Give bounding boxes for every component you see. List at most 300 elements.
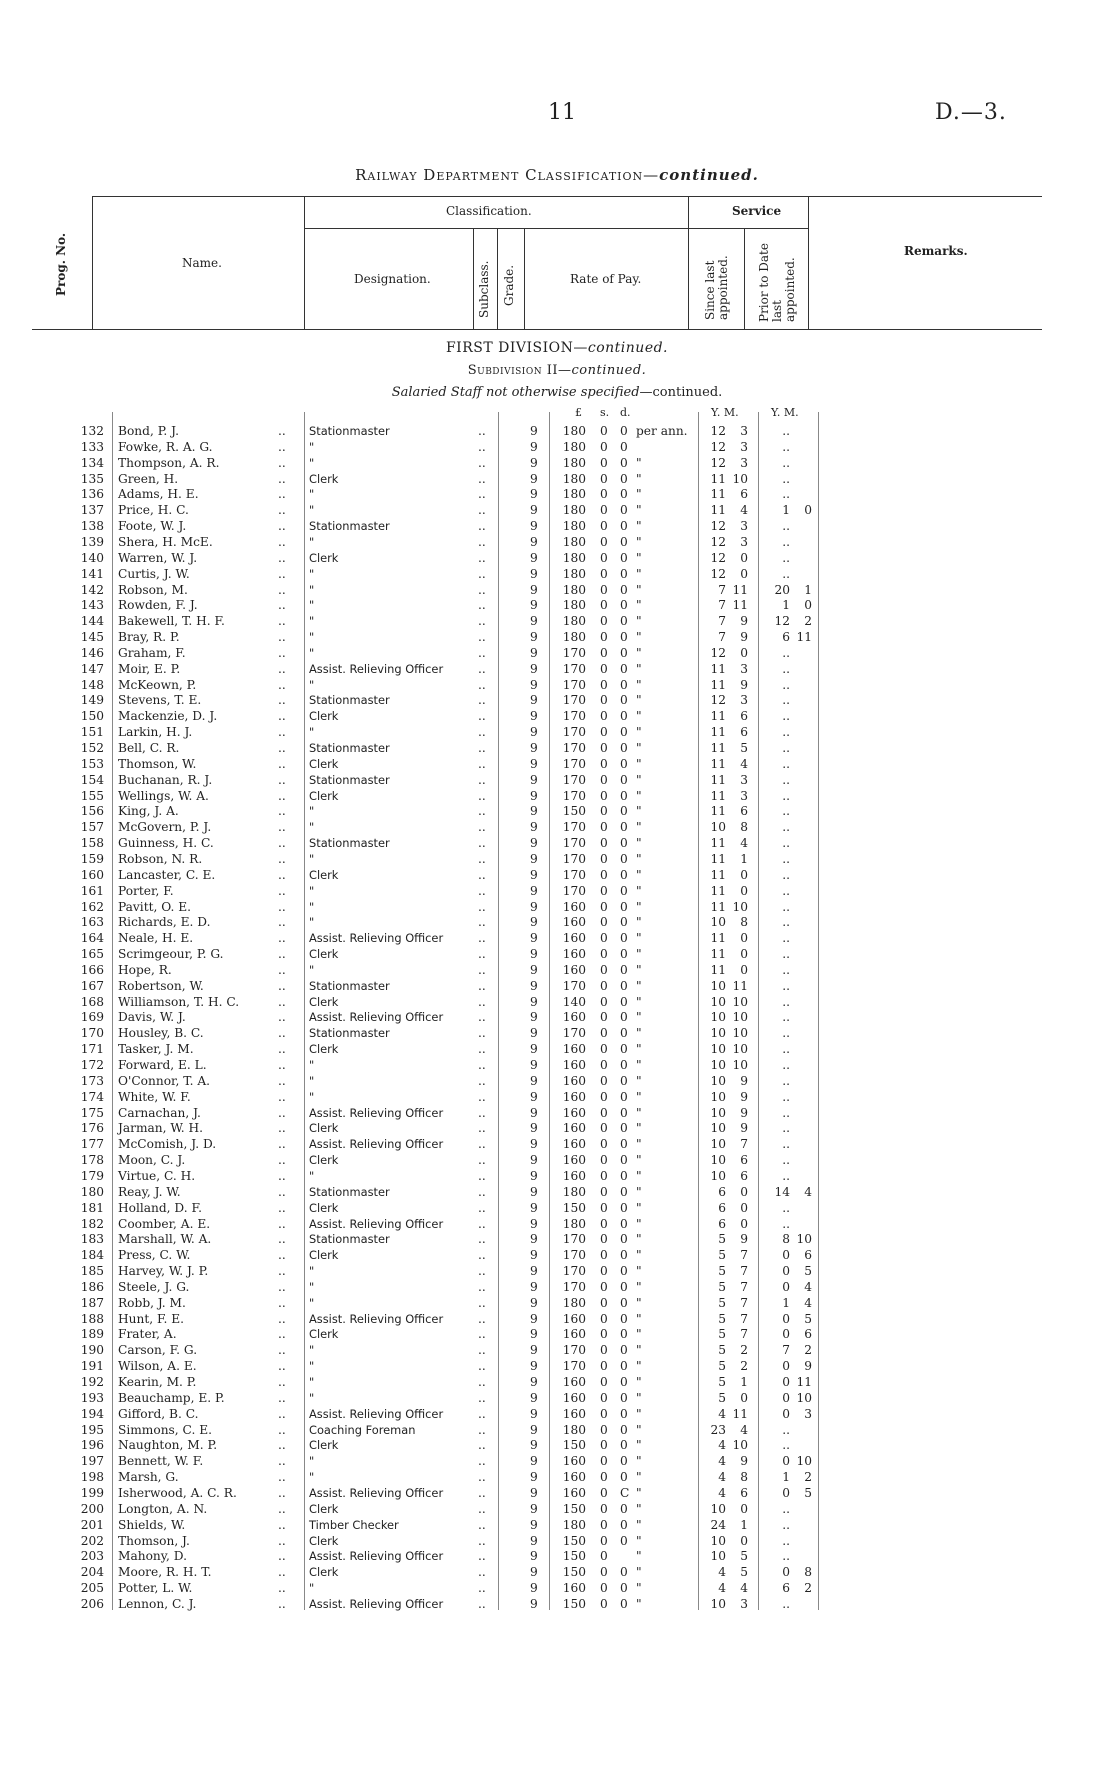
since-months-cell: 10 xyxy=(732,899,748,914)
pay-period-cell: " xyxy=(636,455,642,470)
designation-cell: Assist. Relieving Officer xyxy=(309,1406,444,1421)
prior-months-cell: 11 xyxy=(796,1375,812,1389)
pay-pence-cell: 0 xyxy=(620,836,628,851)
designation-cell: Stationmaster xyxy=(309,772,390,787)
leader-dots: .. xyxy=(278,1375,286,1389)
grade-cell: 9 xyxy=(530,1168,538,1183)
pay-pounds-cell: 160 xyxy=(562,1485,586,1500)
pay-pounds-cell: 170 xyxy=(562,709,586,724)
name-cell: Housley, B. C. xyxy=(118,1026,204,1041)
prog-no-cell: 142 xyxy=(80,582,104,597)
leader-dots: .. xyxy=(478,1581,486,1596)
leader-dots: .. xyxy=(278,534,286,549)
leader-dots: .. xyxy=(478,1121,486,1136)
leader-dots: .. xyxy=(278,1073,286,1088)
prog-no-cell: 201 xyxy=(80,1517,104,1532)
prog-no-cell: 176 xyxy=(80,1121,104,1136)
pay-pence-cell: 0 xyxy=(620,1168,628,1183)
prog-no-cell: 196 xyxy=(80,1438,104,1453)
prior-months-cell: 9 xyxy=(804,1359,812,1374)
designation-cell: Assist. Relieving Officer xyxy=(309,1216,444,1231)
pay-pounds-cell: 150 xyxy=(562,1438,586,1453)
table-row xyxy=(0,613,1114,629)
pay-shillings-cell: 0 xyxy=(600,1454,608,1469)
prog-no-cell: 202 xyxy=(80,1533,104,1548)
grade-cell: 9 xyxy=(530,1264,538,1279)
table-row xyxy=(0,867,1114,883)
pay-pounds-cell: 150 xyxy=(562,1596,586,1611)
pay-pounds-cell: 180 xyxy=(562,1517,586,1532)
prior-years-cell: .. xyxy=(782,1026,790,1041)
prior-years-cell: .. xyxy=(782,867,790,882)
pay-shillings-cell: 0 xyxy=(600,1390,608,1405)
since-months-cell: 4 xyxy=(740,1581,748,1596)
pay-pence-cell: 0 xyxy=(620,1311,628,1326)
since-years-cell: 4 xyxy=(718,1454,726,1469)
table-row xyxy=(0,1216,1114,1232)
leader-dots: .. xyxy=(278,677,286,692)
name-cell: Thomson, W. xyxy=(118,756,197,771)
pay-shillings-cell: 0 xyxy=(600,1058,608,1072)
since-years-cell: 12 xyxy=(710,455,726,470)
designation-cell: " xyxy=(309,534,315,549)
prog-no-cell: 150 xyxy=(80,709,104,724)
name-cell: Kearin, M. P. xyxy=(118,1375,197,1389)
pay-period-cell: " xyxy=(636,661,642,676)
since-months-cell: 8 xyxy=(740,915,748,930)
pay-pence-cell: 0 xyxy=(620,614,628,629)
prog-no-cell: 167 xyxy=(80,978,104,993)
leader-dots: .. xyxy=(478,598,486,613)
prior-years-cell: .. xyxy=(782,424,790,438)
remarks-header: Remarks. xyxy=(904,244,968,258)
pay-shillings-cell: 0 xyxy=(600,1264,608,1279)
since-years-cell: 11 xyxy=(710,836,726,851)
pay-pounds-cell: 180 xyxy=(562,439,586,454)
since-months-cell: 6 xyxy=(740,1485,748,1500)
prog-no-cell: 184 xyxy=(80,1248,104,1263)
designation-cell: " xyxy=(309,820,315,835)
designation-cell: Clerk xyxy=(309,867,339,882)
pay-period-cell: " xyxy=(636,1089,642,1104)
pay-pounds-cell: 150 xyxy=(562,1565,586,1580)
name-cell: Longton, A. N. xyxy=(118,1501,208,1516)
since-years-cell: 11 xyxy=(710,709,726,724)
table-row xyxy=(0,423,1114,439)
grade-cell: 9 xyxy=(530,1232,538,1247)
pay-shillings-cell: 0 xyxy=(600,1042,608,1057)
leader-dots: .. xyxy=(278,867,286,882)
since-years-cell: 12 xyxy=(710,424,726,438)
leader-dots: .. xyxy=(278,614,286,629)
unit-ym-prior: Y. M. xyxy=(771,406,799,419)
designation-cell: Clerk xyxy=(309,1327,339,1342)
leader-dots: .. xyxy=(278,1517,286,1532)
grade-cell: 9 xyxy=(530,1375,538,1389)
since-years-cell: 10 xyxy=(710,1073,726,1088)
since-years-cell: 11 xyxy=(710,867,726,882)
pay-shillings-cell: 0 xyxy=(600,788,608,803)
prog-no-cell: 175 xyxy=(80,1105,104,1120)
pay-period-cell: " xyxy=(636,1581,642,1596)
since-months-cell: 9 xyxy=(740,1073,748,1088)
prior-years-cell: .. xyxy=(782,439,790,454)
prog-no-cell: 148 xyxy=(80,677,104,692)
since-years-cell: 7 xyxy=(718,582,726,597)
name-cell: Simmons, C. E. xyxy=(118,1422,212,1437)
grade-cell: 9 xyxy=(530,1089,538,1104)
pay-pence-cell: 0 xyxy=(620,1470,628,1485)
pay-pence-cell: 0 xyxy=(620,1327,628,1342)
pay-pence-cell: 0 xyxy=(620,1073,628,1088)
designation-cell: " xyxy=(309,630,315,645)
designation-cell: " xyxy=(309,503,315,518)
pay-shillings-cell: 0 xyxy=(600,867,608,882)
since-years-cell: 4 xyxy=(718,1438,726,1453)
prior-years-cell: 1 xyxy=(782,1470,790,1485)
pay-pence-cell: 0 xyxy=(620,455,628,470)
leader-dots: .. xyxy=(278,1248,286,1263)
prior-years-cell: .. xyxy=(782,836,790,851)
prior-years-cell: 0 xyxy=(782,1406,790,1421)
pay-pounds-cell: 170 xyxy=(562,772,586,787)
designation-cell: " xyxy=(309,962,315,977)
table-row xyxy=(0,1025,1114,1041)
designation-cell: " xyxy=(309,1390,315,1405)
grade-cell: 9 xyxy=(530,1248,538,1263)
leader-dots: .. xyxy=(478,566,486,581)
prog-no-cell: 156 xyxy=(80,804,104,819)
pay-shillings-cell: 0 xyxy=(600,1406,608,1421)
pay-pounds-cell: 180 xyxy=(562,566,586,581)
grade-cell: 9 xyxy=(530,1454,538,1469)
prog-no-cell: 168 xyxy=(80,994,104,1009)
pay-pence-cell: 0 xyxy=(620,503,628,518)
prog-no-cell: 177 xyxy=(80,1137,104,1152)
since-months-cell: 11 xyxy=(732,598,748,613)
name-cell: Marshall, W. A. xyxy=(118,1232,212,1247)
table-row xyxy=(0,1548,1114,1564)
pay-pence-cell: 0 xyxy=(620,1137,628,1152)
grade-cell: 9 xyxy=(530,1343,538,1358)
name-cell: Press, C. W. xyxy=(118,1248,191,1263)
prior-months-cell: 10 xyxy=(796,1454,812,1469)
pay-pence-cell: 0 xyxy=(620,820,628,835)
pay-shillings-cell: 0 xyxy=(600,1248,608,1263)
designation-cell: Assist. Relieving Officer xyxy=(309,1549,444,1564)
leader-dots: .. xyxy=(478,1295,486,1310)
pay-shillings-cell: 0 xyxy=(600,978,608,993)
designation-cell: " xyxy=(309,1581,315,1596)
table-row xyxy=(0,518,1114,534)
since-months-cell: 9 xyxy=(740,614,748,629)
since-years-cell: 7 xyxy=(718,630,726,645)
pay-shillings-cell: 0 xyxy=(600,1232,608,1247)
leader-dots: .. xyxy=(478,1105,486,1120)
pay-shillings-cell: 0 xyxy=(600,1311,608,1326)
since-months-cell: 3 xyxy=(740,455,748,470)
pay-period-cell: " xyxy=(636,1327,642,1342)
since-months-cell: 3 xyxy=(740,772,748,787)
table-row xyxy=(0,724,1114,740)
prior-years-cell: .. xyxy=(782,1422,790,1437)
name-cell: Bakewell, T. H. F. xyxy=(118,614,225,629)
prog-no-cell: 161 xyxy=(80,883,104,898)
pay-period-cell: " xyxy=(636,899,642,914)
pay-period-cell: " xyxy=(636,1216,642,1231)
since-months-cell: 5 xyxy=(740,1549,748,1564)
leader-dots: .. xyxy=(478,693,486,708)
pay-shillings-cell: 0 xyxy=(600,1581,608,1596)
since-years-cell: 4 xyxy=(718,1485,726,1500)
since-years-cell: 11 xyxy=(710,503,726,518)
leader-dots: .. xyxy=(478,1311,486,1326)
pay-period-cell: " xyxy=(636,1168,642,1183)
designation-cell: Stationmaster xyxy=(309,1184,390,1199)
name-cell: Buchanan, R. J. xyxy=(118,772,213,787)
leader-dots: .. xyxy=(278,931,286,946)
prior-years-cell: .. xyxy=(782,455,790,470)
grade-cell: 9 xyxy=(530,534,538,549)
prog-no-cell: 188 xyxy=(80,1311,104,1326)
pay-shillings-cell: 0 xyxy=(600,1549,608,1564)
pay-pounds-cell: 170 xyxy=(562,693,586,708)
prior-years-cell: 7 xyxy=(782,1343,790,1358)
pay-shillings-cell: 0 xyxy=(600,550,608,565)
name-cell: Thomson, J. xyxy=(118,1533,190,1548)
since-years-cell: 11 xyxy=(710,899,726,914)
prior-years-cell: .. xyxy=(782,756,790,771)
table-header xyxy=(32,196,1042,330)
pay-pounds-cell: 160 xyxy=(562,1010,586,1025)
since-years-cell: 12 xyxy=(710,519,726,534)
unit-pound: £ xyxy=(575,406,582,419)
designation-cell: " xyxy=(309,1058,315,1072)
grade-cell: 9 xyxy=(530,1422,538,1437)
prior-months-cell: 10 xyxy=(796,1390,812,1405)
prior-years-cell: 0 xyxy=(782,1485,790,1500)
leader-dots: .. xyxy=(278,725,286,740)
pay-shillings-cell: 0 xyxy=(600,1153,608,1168)
prog-no-cell: 134 xyxy=(80,455,104,470)
prog-no-cell: 158 xyxy=(80,836,104,851)
leader-dots: .. xyxy=(278,1359,286,1374)
name-cell: Gifford, B. C. xyxy=(118,1406,199,1421)
name-cell: Green, H. xyxy=(118,471,179,486)
prog-no-cell: 173 xyxy=(80,1073,104,1088)
table-row xyxy=(0,1342,1114,1358)
table-row xyxy=(0,883,1114,899)
table-row xyxy=(0,486,1114,502)
pay-pounds-cell: 160 xyxy=(562,931,586,946)
prior-years-cell: .. xyxy=(782,772,790,787)
table-row xyxy=(0,1533,1114,1549)
leader-dots: .. xyxy=(278,1010,286,1025)
pay-shillings-cell: 0 xyxy=(600,820,608,835)
pay-shillings-cell: 0 xyxy=(600,772,608,787)
leader-dots: .. xyxy=(278,756,286,771)
leader-dots: .. xyxy=(478,867,486,882)
leader-dots: .. xyxy=(478,947,486,962)
leader-dots: .. xyxy=(278,1153,286,1168)
pay-pounds-cell: 160 xyxy=(562,1470,586,1485)
since-months-cell: 8 xyxy=(740,820,748,835)
pay-period-cell: " xyxy=(636,947,642,962)
name-cell: McComish, J. D. xyxy=(118,1137,217,1152)
pay-pence-cell: 0 xyxy=(620,788,628,803)
pay-pence-cell: 0 xyxy=(620,883,628,898)
table-row xyxy=(0,1422,1114,1438)
designation-cell: " xyxy=(309,455,315,470)
since-months-cell: 10 xyxy=(732,1026,748,1041)
grade-cell: 9 xyxy=(530,487,538,502)
since-months-cell: 3 xyxy=(740,693,748,708)
leader-dots: .. xyxy=(478,1216,486,1231)
prog-no-cell: 138 xyxy=(80,519,104,534)
designation-cell: " xyxy=(309,1264,315,1279)
name-cell: Frater, A. xyxy=(118,1327,177,1342)
designation-cell: " xyxy=(309,614,315,629)
pay-pence-cell: 0 xyxy=(620,1121,628,1136)
pay-pence-cell: 0 xyxy=(620,1089,628,1104)
leader-dots: .. xyxy=(478,931,486,946)
since-years-cell: 5 xyxy=(718,1343,726,1358)
leader-dots: .. xyxy=(278,566,286,581)
leader-dots: .. xyxy=(278,1581,286,1596)
pay-period-cell: " xyxy=(636,962,642,977)
pay-period-cell: " xyxy=(636,487,642,502)
since-months-cell: 7 xyxy=(740,1311,748,1326)
pay-shillings-cell: 0 xyxy=(600,503,608,518)
leader-dots: .. xyxy=(278,899,286,914)
prior-years-cell: .. xyxy=(782,1121,790,1136)
grade-cell: 9 xyxy=(530,1042,538,1057)
prog-no-cell: 170 xyxy=(80,1026,104,1041)
pay-pounds-cell: 170 xyxy=(562,1026,586,1041)
pay-pence-cell: 0 xyxy=(620,598,628,613)
prog-no-cell: 162 xyxy=(80,899,104,914)
name-cell: Naughton, M. P. xyxy=(118,1438,218,1453)
staff-d: —continued. xyxy=(639,385,723,400)
pay-pence-cell: 0 xyxy=(620,962,628,977)
pay-pounds-cell: 170 xyxy=(562,1343,586,1358)
since-years-cell: 11 xyxy=(710,947,726,962)
pay-shillings-cell: 0 xyxy=(600,455,608,470)
since-years-cell: 11 xyxy=(710,851,726,866)
since-years-cell: 10 xyxy=(710,1089,726,1104)
table-row xyxy=(0,1089,1114,1105)
since-years-cell: 11 xyxy=(710,931,726,946)
prior-years-cell: .. xyxy=(782,1010,790,1025)
table-row xyxy=(0,772,1114,788)
pay-pounds-cell: 170 xyxy=(562,788,586,803)
leader-dots: .. xyxy=(278,709,286,724)
since-years-cell: 5 xyxy=(718,1279,726,1294)
leader-dots: .. xyxy=(278,772,286,787)
pay-pounds-cell: 150 xyxy=(562,1549,586,1564)
grade-cell: 9 xyxy=(530,1359,538,1374)
pay-period-cell: " xyxy=(636,1026,642,1041)
prog-no-cell: 145 xyxy=(80,630,104,645)
prog-no-cell: 164 xyxy=(80,931,104,946)
since-years-cell: 10 xyxy=(710,915,726,930)
prior-years-cell: .. xyxy=(782,962,790,977)
prog-no-cell: 205 xyxy=(80,1581,104,1596)
grade-cell: 9 xyxy=(530,1184,538,1199)
grade-cell: 9 xyxy=(530,1200,538,1215)
prior-years-cell: .. xyxy=(782,487,790,502)
since-months-cell: 9 xyxy=(740,1121,748,1136)
since-months-cell: 10 xyxy=(732,1010,748,1025)
division-heading xyxy=(0,340,1114,356)
pay-pence-cell: 0 xyxy=(620,1438,628,1453)
pay-pounds-cell: 180 xyxy=(562,1216,586,1231)
grade-cell: 9 xyxy=(530,1073,538,1088)
pay-period-cell: " xyxy=(636,1375,642,1389)
table-row xyxy=(0,1136,1114,1152)
table-row xyxy=(0,439,1114,455)
since-months-cell: 0 xyxy=(740,1501,748,1516)
since-years-cell: 4 xyxy=(718,1565,726,1580)
table-row xyxy=(0,1501,1114,1517)
since-months-cell: 0 xyxy=(740,883,748,898)
since-months-cell: 6 xyxy=(740,725,748,740)
name-cell: Tasker, J. M. xyxy=(118,1042,194,1057)
name-cell: White, W. F. xyxy=(118,1089,191,1104)
prior-years-cell: 0 xyxy=(782,1390,790,1405)
name-cell: Thompson, A. R. xyxy=(118,455,220,470)
pay-shillings-cell: 0 xyxy=(600,439,608,454)
pay-period-cell: " xyxy=(636,1264,642,1279)
leader-dots: .. xyxy=(278,1279,286,1294)
pay-period-cell: " xyxy=(636,1422,642,1437)
name-cell: Guinness, H. C. xyxy=(118,836,214,851)
since-years-cell: 11 xyxy=(710,804,726,819)
leader-dots: .. xyxy=(478,455,486,470)
pay-shillings-cell: 0 xyxy=(600,1359,608,1374)
since-years-cell: 24 xyxy=(710,1517,726,1532)
grade-cell: 9 xyxy=(530,1327,538,1342)
designation-cell: Clerk xyxy=(309,1153,339,1168)
pay-shillings-cell: 0 xyxy=(600,598,608,613)
leader-dots: .. xyxy=(478,772,486,787)
pay-pounds-cell: 160 xyxy=(562,1121,586,1136)
table-row xyxy=(0,1390,1114,1406)
designation-cell: " xyxy=(309,1375,315,1389)
designation-cell: Assist. Relieving Officer xyxy=(309,1485,444,1500)
prior-years-cell: 0 xyxy=(782,1454,790,1469)
since-months-cell: 9 xyxy=(740,677,748,692)
prior-years-cell: 6 xyxy=(782,630,790,645)
pay-pence-cell: 0 xyxy=(620,1343,628,1358)
leader-dots: .. xyxy=(278,1026,286,1041)
pay-pence-cell: 0 xyxy=(620,1026,628,1041)
prior-months-cell: 5 xyxy=(804,1264,812,1279)
pay-pence-cell: 0 xyxy=(620,661,628,676)
prog-no-cell: 179 xyxy=(80,1168,104,1183)
leader-dots: .. xyxy=(478,1485,486,1500)
designation-cell: " xyxy=(309,1359,315,1374)
since-years-cell: 12 xyxy=(710,645,726,660)
pay-period-cell: " xyxy=(636,1248,642,1263)
designation-cell: " xyxy=(309,487,315,502)
leader-dots: .. xyxy=(278,598,286,613)
designation-cell: Clerk xyxy=(309,1042,339,1057)
pay-shillings-cell: 0 xyxy=(600,931,608,946)
pay-pence-cell: 0 xyxy=(620,1359,628,1374)
designation-cell: " xyxy=(309,1073,315,1088)
leader-dots: .. xyxy=(478,1137,486,1152)
